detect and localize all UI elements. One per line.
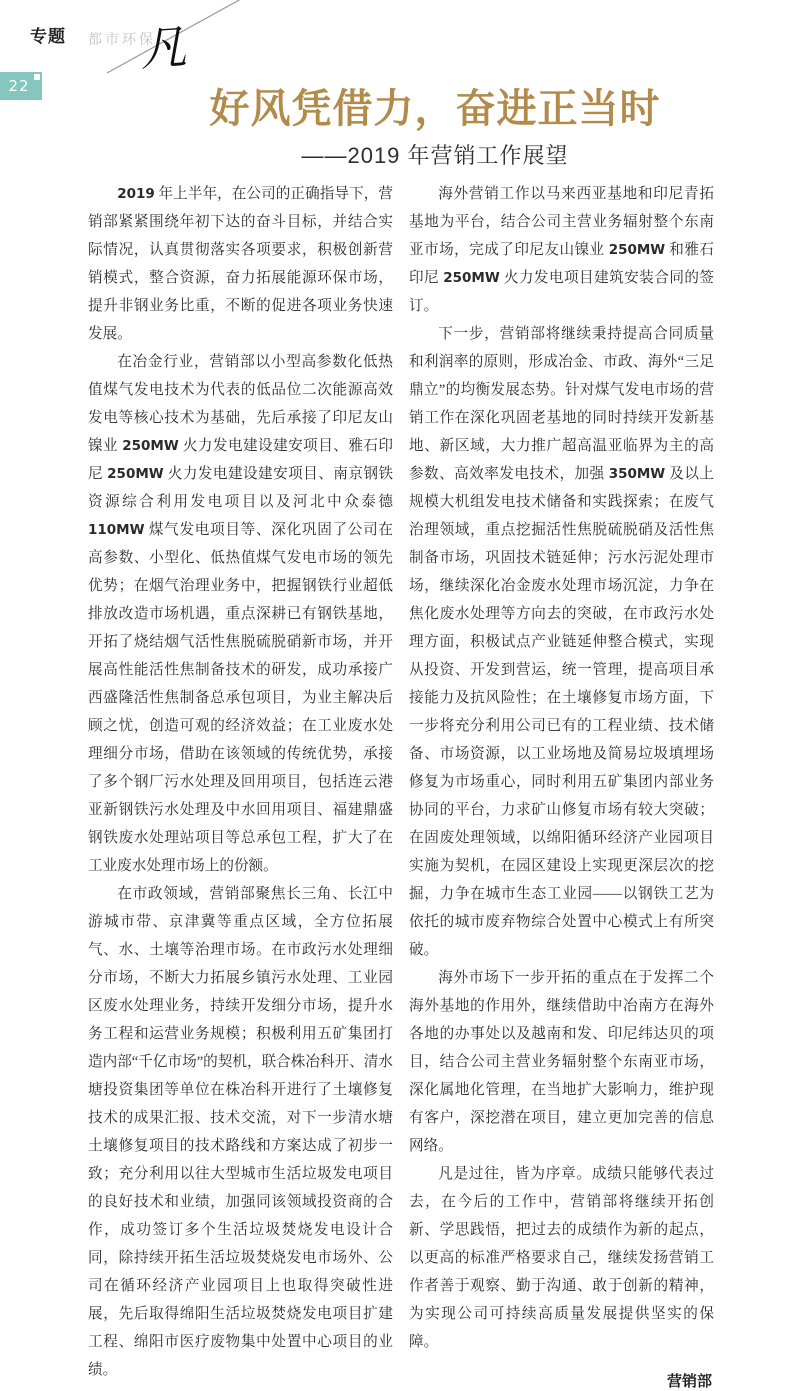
title-block — [88, 86, 782, 170]
right-column — [409, 180, 714, 1391]
paragraph: 在冶金行业，营销部以小型高参数化低热值煤气发电技术为代表的低品位二次能源高效发电等核心技术为基础，先后承接了印尼友山镍业 250MW 火力发电建设建安项目、雅石印尼 250MW 火力发电建设建安项目、南京钢铁资源综合利用发电项目以及河北中众泰德 110MW 煤气发电项目等、深化巩固了公司在高参数、小型化、低热值煤气发电市场的领先优势；在烟气治理业务中，把握钢铁行业超低排放改造市场机遇，重点深耕已有钢铁基地，开拓了烧结烟气活性焦脱硫脱硝新市场，并开展高性能活性焦制备技术的研发，成功承接广西盛隆活性焦制备总承包项目，为业主解决后顾之忧，创造可观的经济效益；在工业废水处理细分市场，借助在该领域的传统优势，承接了多个钢厂污水处理及回用项目，包括连云港亚新钢铁污水处理及中水回用项目、福建鼎盛钢铁废水处理站项目等总承包工程，扩大了在工业废水处理市场上的份额。 — [88, 354, 393, 874]
page-number-box — [0, 72, 42, 100]
paragraph: 海外营销工作以马来西亚基地和印尼青拓基地为平台，结合公司主营业务辐射整个东南亚市场，完成了印尼友山镍业 250MW 和雅石印尼 250MW 火力发电项目建筑安装合同的签订。 — [409, 186, 714, 314]
article-title: 好风凭借力，奋进正当时 — [209, 87, 661, 131]
left-column — [88, 180, 393, 1391]
magazine-name: 都市环保 — [88, 31, 156, 47]
paragraph: 凡是过往，皆为序章。成绩只能够代表过去，在今后的工作中，营销部将继续开拓创新、学思践悟，把过去的成绩作为新的起点，以更高的标准严格要求自己，继续发扬营销工作者善于观察、勤于沟通、敢于创新的精神，为实现公司可持续高质量发展提供坚实的保障。 — [409, 1166, 714, 1350]
article-subtitle: ——2019 年营销工作展望 — [301, 143, 569, 168]
article-body — [88, 180, 714, 1391]
page-number-notch — [34, 74, 40, 80]
paragraph: 在市政领域，营销部聚焦长三角、长江中游城市带、京津冀等重点区域，全方位拓展气、水、土壤等治理市场。在市政污水处理细分市场，不断大力拓展乡镇污水处理、工业园区废水处理业务，持续开发细分市场，提升水务工程和运营业务规模；积极利用五矿集团打造内部“千亿市场”的契机，联合株冶科开、清水塘投资集团等单位在株冶科开进行了土壤修复技术的成果汇报、技术交流，对下一步清水塘土壤修复项目的技术路线和方案达成了初步一致；充分利用以往大型城市生活垃圾发电项目的良好技术和业绩，加强同该领域投资商的合作，成功签订多个生活垃圾焚烧发电设计合同，除持续开拓生活垃圾焚烧发电市场外、公司在循环经济产业园项目上也取得突破性进展，先后取得绵阳生活垃圾焚烧发电项目扩建工程、绵阳市医疗废物集中处置中心项目的业绩。 — [88, 886, 393, 1378]
paragraph: 海外市场下一步开拓的重点在于发挥二个海外基地的作用外，继续借助中冶南方在海外各地的办事处以及越南和发、印尼纬达贝的项目，结合公司主营业务辐射整个东南亚市场，深化属地化管理，在当地扩大影响力，维护现有客户，深挖潜在项目，建立更加完善的信息网络。 — [409, 970, 714, 1154]
paragraph: 下一步，营销部将继续秉持提高合同质量和利润率的原则，形成冶金、市政、海外“三足鼎立”的均衡发展态势。针对煤气发电市场的营销工作在深化巩固老基地的同时持续开发新基地、新区域，大力推广超高温亚临界为主的高参数、高效率发电技术，加强 350MW 及以上规模大机组发电技术储备和实践探索；在废气治理领域，重点挖掘活性焦脱硫脱硝及活性焦制备市场，巩固技术链延伸；污水污泥处理市场，继续深化冶金废水处理市场沉淀，力争在焦化废水处理等方向去的突破，在市政污水处理方面，积极试点产业链延伸整合模式，实现从投资、开发到营运，统一管理，提高项目承接能力及抗风险性；在土壤修复市场方面，下一步将充分利用公司已有的工程业绩、技术储备、市场资源，以工业场地及简易垃圾填埋场修复为市场重心，同时利用五矿集团内部业务协同的平台，力求矿山修复市场有较大突破；在固废处理领域，以绵阳循环经济产业园项目实施为契机，在园区建设上实现更深层次的挖掘，力争在城市生态工业园——以钢铁工艺为依托的城市废弃物综合处置中心模式上有所突破。 — [409, 326, 714, 958]
page-number: 22 — [8, 77, 30, 95]
paragraph: 2019 年上半年，在公司的正确指导下，营销部紧紧围绕年初下达的奋斗目标，并结合实际情况，认真贯彻落实各项要求，积极创新营销模式，整合资源，奋力拓展能源环保市场，提升非钢业务比重，不断的促进各项业务快速发展。 — [88, 186, 393, 342]
magazine-logo-icon: 凡 — [138, 19, 189, 77]
section-label: 专题 — [30, 27, 66, 46]
article-signature: 营销部 — [666, 1373, 712, 1390]
